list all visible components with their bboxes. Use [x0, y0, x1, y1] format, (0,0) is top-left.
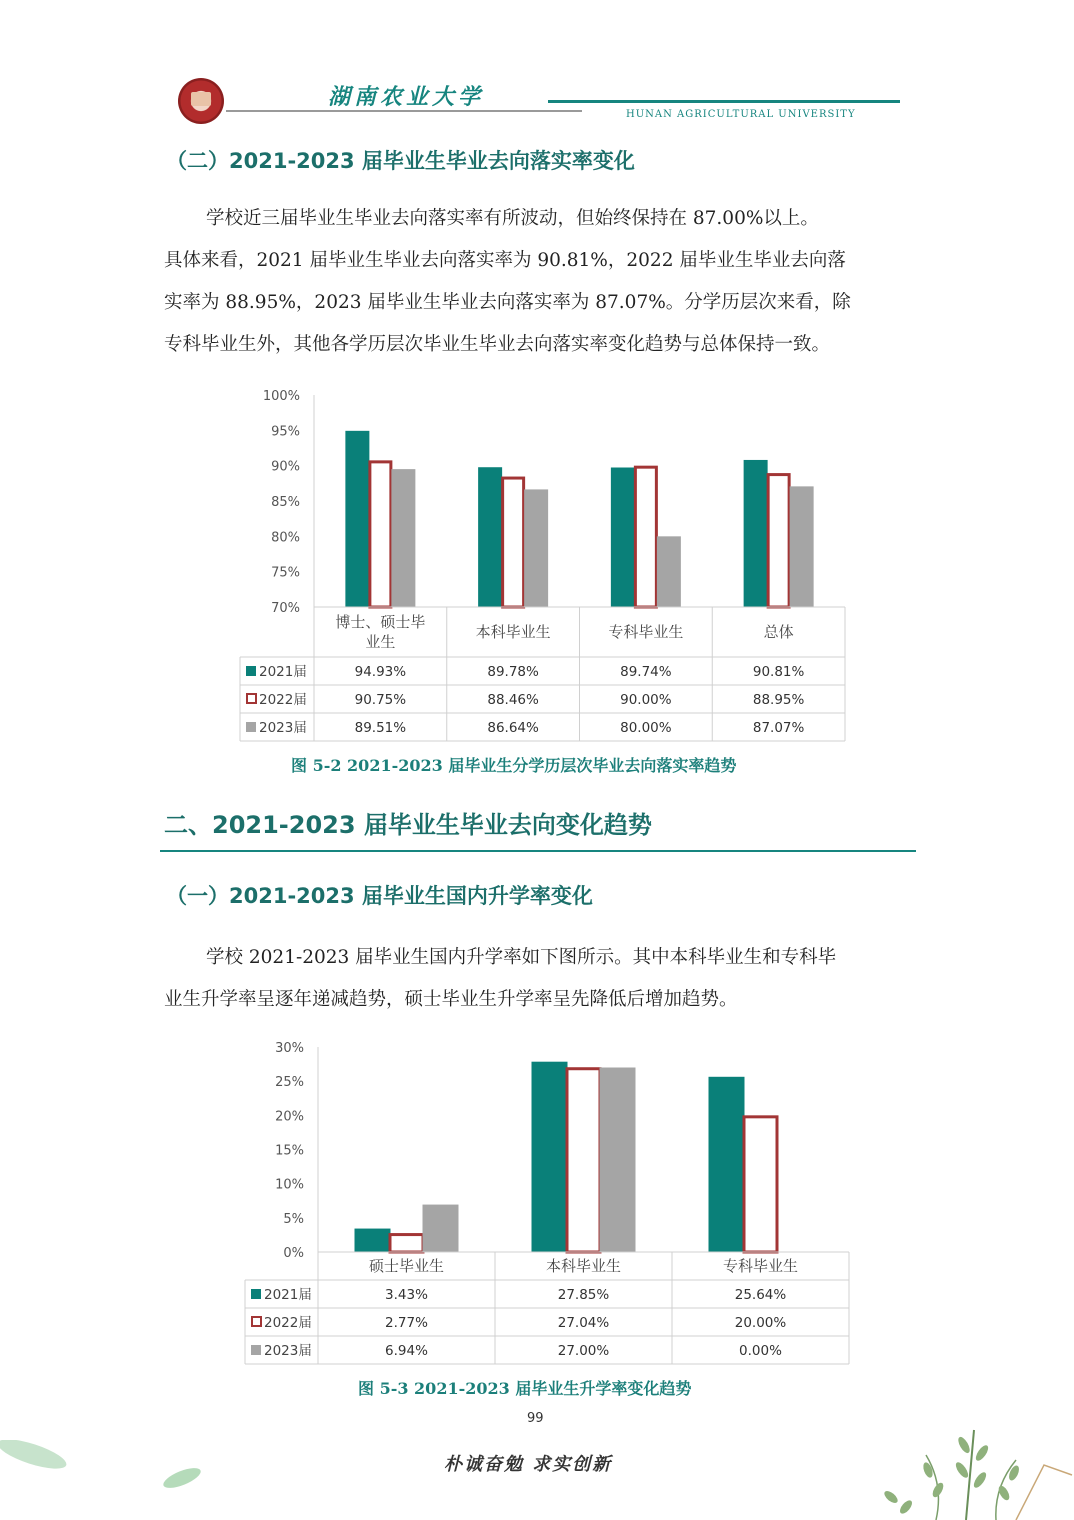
- category-label: 业生: [365, 633, 396, 651]
- data-label: 2.77%: [385, 1315, 428, 1331]
- bar: [567, 1069, 600, 1252]
- data-label: 80.00%: [620, 720, 672, 736]
- section-heading-further-study: （一）2021-2023 届毕业生国内升学率变化: [166, 884, 593, 908]
- bar: [390, 1235, 423, 1252]
- bar: [744, 460, 768, 607]
- bar: [503, 478, 524, 607]
- legend-key: [247, 694, 256, 703]
- y-tick-label: 25%: [275, 1075, 304, 1091]
- category-label: 专科毕业生: [722, 1257, 799, 1275]
- data-label: 3.43%: [385, 1287, 428, 1303]
- legend-key: [251, 1289, 261, 1299]
- figure-caption-5-2: 图 5-2 2021-2023 届毕业生分学历层次毕业去向落实率趋势: [291, 756, 737, 775]
- bar: [790, 486, 814, 607]
- category-label: 硕士毕业生: [368, 1257, 445, 1275]
- bar: [635, 467, 656, 607]
- section-heading-completion-rate: （二）2021-2023 届毕业生毕业去向落实率变化: [166, 149, 635, 173]
- bar: [611, 468, 635, 607]
- category-label: 博士、硕士毕: [335, 613, 426, 631]
- y-tick-label: 100%: [262, 389, 300, 404]
- legend-label: 2023届: [264, 1343, 312, 1359]
- paragraph-line: 学校近三届毕业生毕业去向落实率有所波动，但始终保持在 87.00%以上。: [206, 208, 819, 229]
- data-label: 86.64%: [487, 720, 539, 736]
- y-tick-label: 85%: [271, 495, 300, 510]
- plant-decoration-right: [866, 1425, 1074, 1520]
- bar: [391, 469, 415, 607]
- category-label: 本科毕业生: [475, 623, 551, 641]
- paragraph-line: 专科毕业生外，其他各学历层次毕业生毕业去向落实率变化趋势与总体保持一致。: [164, 334, 831, 355]
- data-label: 0.00%: [739, 1343, 782, 1359]
- paragraph-line: 实率为 88.95%，2023 届毕业生毕业去向落实率为 87.07%。分学历层次来看，除: [164, 292, 851, 313]
- bar: [768, 475, 789, 607]
- y-tick-label: 95%: [271, 424, 300, 440]
- page-number: 99: [527, 1411, 544, 1426]
- data-label: 90.75%: [354, 692, 407, 708]
- data-label: 94.93%: [354, 664, 407, 680]
- y-tick-label: 5%: [283, 1211, 304, 1227]
- paragraph-line: 业生升学率呈逐年递减趋势，硕士毕业生升学率呈先降低后增加趋势。: [164, 989, 738, 1010]
- y-tick-label: 30%: [275, 1041, 304, 1056]
- y-tick-label: 90%: [271, 459, 300, 475]
- university-name-cn: 湖南农业大学: [328, 84, 485, 110]
- data-label: 27.04%: [557, 1315, 610, 1331]
- bar: [532, 1062, 568, 1252]
- y-tick-label: 15%: [275, 1143, 304, 1159]
- data-label: 89.51%: [354, 720, 407, 736]
- figure-caption-5-3: 图 5-3 2021-2023 届毕业生升学率变化趋势: [358, 1379, 692, 1398]
- footer-slogan: 朴诚奋勉 求实创新: [444, 1454, 613, 1475]
- leaf-decoration-left: [0, 1440, 210, 1520]
- paragraph-further-study: [164, 937, 919, 1021]
- bar: [423, 1205, 459, 1252]
- legend-label: 2022届: [259, 692, 307, 708]
- section-heading-trend: 二、2021-2023 届毕业生毕业去向变化趋势: [164, 811, 652, 839]
- data-label: 6.94%: [385, 1343, 428, 1359]
- bar: [600, 1068, 636, 1253]
- header-rule-grey: [226, 110, 582, 112]
- bar: [744, 1117, 777, 1252]
- bar: [345, 431, 369, 607]
- chart-completion-rate: [230, 380, 860, 750]
- category-label: 专科毕业生: [608, 623, 684, 641]
- legend-key: [246, 722, 256, 732]
- data-label: 27.00%: [557, 1343, 610, 1359]
- data-label: 88.46%: [487, 692, 539, 708]
- category-label: 总体: [763, 623, 794, 641]
- data-label: 27.85%: [557, 1287, 610, 1303]
- y-tick-label: 80%: [271, 530, 300, 546]
- paragraph-completion-rate: [164, 198, 919, 366]
- legend-label: 2021届: [259, 664, 307, 680]
- data-label: 89.78%: [487, 664, 539, 680]
- paragraph-line: 具体来看，2021 届毕业生毕业去向落实率为 90.81%，2022 届毕业生毕业去向落: [164, 250, 846, 271]
- bar: [709, 1077, 745, 1252]
- y-tick-label: 75%: [271, 565, 300, 581]
- section-divider: [160, 850, 916, 852]
- bar: [478, 467, 502, 607]
- bar: [355, 1229, 391, 1252]
- chart-further-study-rate: [240, 1035, 860, 1370]
- university-logo: [178, 78, 224, 124]
- category-label: 本科毕业生: [545, 1257, 622, 1275]
- data-label: 90.00%: [620, 692, 672, 708]
- paragraph-line: 学校 2021-2023 届毕业生国内升学率如下图所示。其中本科毕业生和专科毕: [206, 947, 837, 968]
- legend-label: 2023届: [259, 720, 307, 736]
- legend-key: [251, 1345, 261, 1355]
- y-tick-label: 0%: [283, 1246, 304, 1261]
- data-label: 87.07%: [752, 720, 805, 736]
- legend-label: 2021届: [264, 1287, 312, 1303]
- data-label: 20.00%: [734, 1315, 787, 1331]
- bar: [657, 536, 681, 607]
- y-tick-label: 10%: [275, 1177, 304, 1193]
- header-rule-teal: [548, 100, 900, 103]
- bar: [524, 489, 548, 607]
- data-label: 89.74%: [620, 664, 672, 680]
- data-label: 90.81%: [752, 664, 805, 680]
- data-label: 25.64%: [734, 1287, 787, 1303]
- university-name-en: HUNAN AGRICULTURAL UNIVERSITY: [626, 109, 856, 120]
- y-tick-label: 70%: [271, 601, 300, 616]
- y-tick-label: 20%: [275, 1109, 304, 1125]
- legend-key: [246, 666, 256, 676]
- data-label: 88.95%: [752, 692, 805, 708]
- bar: [370, 462, 391, 607]
- legend-label: 2022届: [264, 1315, 312, 1331]
- legend-key: [252, 1317, 261, 1326]
